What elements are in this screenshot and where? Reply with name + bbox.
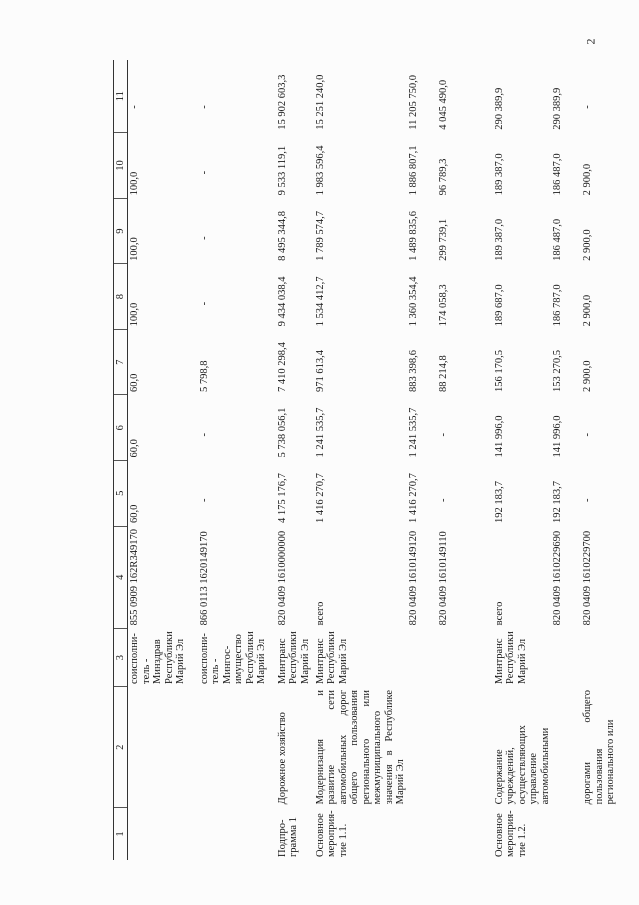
cell-col-8: 2 900,0: [582, 294, 593, 327]
cell-col-4: 820 0409 1610149110: [437, 531, 449, 626]
column-header-2: 2: [114, 687, 128, 807]
cell-col-5: -: [582, 498, 593, 503]
cell-col-8: 189 687,0: [493, 284, 505, 327]
cell-col-9: 299 739,1: [437, 218, 449, 261]
cell-col-6: 141 996,0: [493, 415, 505, 458]
cell-col-8: 1 534 412,7: [314, 276, 326, 327]
cell-col-11: 290 389,9: [552, 87, 563, 130]
cell-col-10: 9 533 119,1: [276, 145, 288, 196]
cell-col-1: Подпро-грамма 1: [276, 817, 299, 857]
cell-col-9: 100,0: [129, 237, 140, 261]
cell-col-4: всего: [314, 601, 326, 626]
cell-col-10: 1 886 807,1: [407, 145, 419, 196]
cell-col-10: 186 487,0: [552, 153, 563, 196]
cell-col-1: [581, 807, 621, 860]
cell-col-2: [407, 687, 437, 807]
cell-col-5: 60,0: [129, 504, 140, 524]
table-row: [551, 60, 581, 860]
column-header-1: 1: [114, 807, 128, 860]
cell-col-7: 88 214,8: [437, 355, 449, 392]
cell-col-9: 1 789 574,7: [314, 210, 326, 261]
cell-col-5: 1 416 270,7: [314, 473, 326, 524]
cell-col-1: [407, 807, 437, 860]
cell-col-11: -: [198, 105, 210, 109]
column-header-4: 4: [114, 526, 128, 628]
cell-col-6: 1 241 535,7: [407, 407, 419, 458]
cell-col-3: [407, 628, 437, 687]
cell-col-5: 4 175 176,7: [276, 473, 288, 524]
page-number: 2: [583, 38, 598, 45]
rotated-table-container: [113, 60, 639, 860]
cell-col-3: соисполни-тель - Мингос-имущество Республики Марий Эл: [198, 631, 267, 684]
cell-col-3: [551, 628, 581, 687]
cell-col-4: 820 0409 1610149120: [407, 530, 419, 626]
cell-col-9: 2 900,0: [582, 229, 593, 261]
cell-col-7: 7 410 298,4: [276, 342, 288, 392]
column-header-7: 7: [114, 329, 128, 395]
cell-col-10: 1 983 596,4: [314, 145, 326, 196]
cell-col-5: -: [198, 498, 210, 503]
column-header-8: 8: [114, 264, 128, 330]
table-row: [407, 60, 437, 860]
cell-col-11: -: [129, 105, 140, 109]
cell-col-1: [551, 807, 581, 860]
cell-col-1: [437, 807, 493, 860]
cell-col-4: 820 0409 1610229690: [552, 530, 563, 626]
cell-col-10: -: [198, 170, 210, 175]
cell-col-1: Основное мероприя-тие 1.2.: [493, 810, 528, 857]
cell-col-3: [437, 628, 493, 687]
cell-col-2: Модернизация и развитие сети автомобильных дорог общего пользования регионального или межмуниципального значения в Республике Марий Эл: [314, 689, 406, 805]
cell-col-5: 192 183,7: [552, 481, 563, 524]
header-row: [114, 60, 128, 860]
cell-col-5: 192 183,7: [493, 481, 505, 524]
cell-col-11: 4 045 490,0: [437, 79, 449, 130]
cell-col-2: Содержание учреждений, осуществляющих управление автомобильными: [493, 725, 551, 805]
cell-col-10: 2 900,0: [582, 163, 593, 196]
cell-col-4: 820 0409 1610229700: [582, 530, 593, 626]
cell-col-9: 189 387,0: [493, 218, 505, 261]
table-row: [276, 60, 314, 860]
cell-col-6: 60,0: [129, 439, 140, 458]
cell-col-7: 156 170,5: [493, 349, 505, 392]
cell-col-6: 1 241 535,7: [314, 407, 326, 458]
table-row: [493, 60, 552, 860]
cell-col-6: -: [437, 433, 449, 437]
cell-col-4: 866 0113 1620149170: [198, 531, 210, 626]
cell-col-1: [198, 807, 276, 860]
column-header-9: 9: [114, 198, 128, 264]
cell-col-2: [128, 687, 198, 807]
cell-col-11: 15 251 240,0: [314, 74, 326, 130]
cell-col-3: Минтранс Республики Марий Эл: [314, 631, 349, 684]
cell-col-11: -: [582, 105, 593, 109]
column-header-11: 11: [114, 60, 128, 133]
table-row: [128, 60, 198, 860]
cell-col-4: 855 0909 162R349170: [129, 529, 140, 626]
cell-col-1: [128, 807, 198, 860]
cell-col-10: 189 387,0: [493, 153, 505, 196]
column-header-3: 3: [114, 628, 128, 687]
cell-col-3: соисполни-тель - Минздрав Республики Марий Эл: [129, 631, 186, 684]
cell-col-9: -: [198, 236, 210, 240]
column-header-6: 6: [114, 395, 128, 461]
column-header-5: 5: [114, 461, 128, 527]
column-header-10: 10: [114, 133, 128, 199]
cell-col-3: Минтранс Республики Марий Эл: [276, 631, 311, 684]
cell-col-7: 5 798,8: [198, 360, 210, 392]
cell-col-4: 820 0409 1610000000: [276, 530, 288, 626]
cell-col-8: 9 434 038,4: [276, 276, 288, 327]
cell-col-7: 60,0: [129, 373, 140, 392]
cell-col-7: 883 398,6: [407, 349, 419, 392]
table-row: [437, 60, 493, 860]
cell-col-8: 1 360 354,4: [407, 276, 419, 327]
cell-col-2: [198, 687, 276, 807]
cell-col-6: -: [198, 433, 210, 437]
cell-col-2: [551, 687, 581, 807]
cell-col-6: 5 738 056,1: [276, 407, 288, 458]
cell-col-10: 100,0: [129, 171, 140, 196]
cell-col-2: дорогами общего пользования регионального или: [582, 689, 616, 805]
cell-col-11: 15 902 603,3: [276, 74, 288, 130]
cell-col-9: 1 489 835,6: [407, 210, 419, 261]
cell-col-8: 186 787,0: [552, 284, 563, 327]
cell-col-4: всего: [493, 601, 505, 626]
cell-col-11: 290 389,9: [493, 87, 505, 130]
cell-col-8: 174 058,3: [437, 284, 449, 327]
table-row: [198, 60, 276, 860]
cell-col-5: 1 416 270,7: [407, 473, 419, 524]
cell-col-3: Минтранс Республики Марий Эл: [493, 631, 528, 684]
table-row: [581, 60, 621, 860]
cell-col-2: [437, 687, 493, 807]
cell-col-3: [581, 628, 621, 687]
cell-col-10: 96 789,3: [437, 158, 449, 196]
cell-col-8: 100,0: [129, 302, 140, 327]
cell-col-7: 971 613,4: [314, 349, 326, 392]
cell-col-7: 153 270,5: [552, 349, 563, 392]
cell-col-8: -: [198, 301, 210, 306]
table-row: [314, 60, 407, 860]
table-body: [128, 60, 622, 860]
cell-col-6: -: [582, 433, 593, 437]
cell-col-2: Дорожное хозяйство: [276, 712, 288, 805]
cell-col-9: 8 495 344,8: [276, 210, 288, 261]
cell-col-11: 11 205 750,0: [407, 75, 419, 130]
cell-col-1: Основное мероприя-тие 1.1.: [314, 810, 349, 857]
cell-col-9: 186 487,0: [552, 218, 563, 261]
cell-col-6: 141 996,0: [552, 415, 563, 458]
cell-col-7: 2 900,0: [582, 360, 593, 392]
cell-col-5: -: [437, 498, 449, 503]
budget-table: [113, 60, 621, 860]
